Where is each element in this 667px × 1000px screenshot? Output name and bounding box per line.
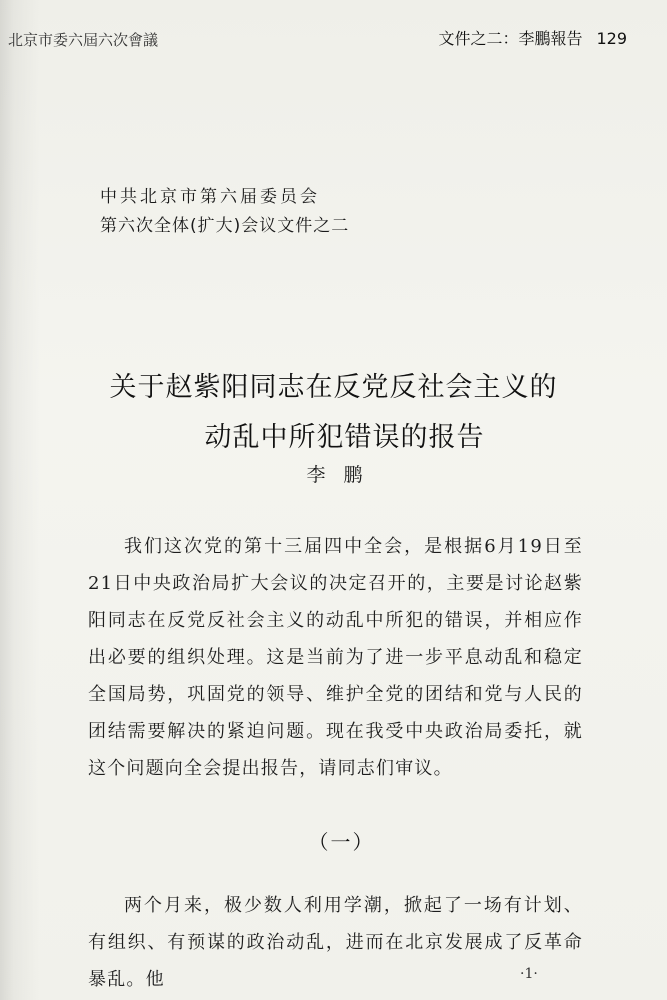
header-page-number: 129 [596,29,627,48]
paragraph-2-text: 两个月来，极少数人利用学潮，掀起了一场有计划、有组织、有预谋的政治动乱，进而在北京发展成了反革命暴乱。他 [88,895,583,990]
org-line-1: 中共北京市第六届委员会 [100,187,320,207]
title-line-1: 关于赵紫阳同志在反党反社会主义的 [109,372,558,403]
header-source-title: 北京市委六屆六次會議 [8,31,159,49]
org-line-2: 第六次全体(扩大)会议文件之二 [100,216,350,236]
running-header [0,26,667,52]
footer-page-number: ·1· [520,966,538,982]
header-document-title [438,26,627,49]
section-heading: （一） [308,830,375,854]
title-line-2: 动乱中所犯错误的报告 [204,422,485,453]
paragraph-2 [88,887,583,998]
author-name: 李鹏 [306,464,381,486]
header-chapter-label: 文件之二：李鵬報告 [438,29,583,48]
paragraph-1-text: 我们这次党的第十三届四中全会，是根据6月19日至21日中央政治局扩大会议的决定召开的，主要是讨论赵紫阳同志在反党反社会主义的动乱中所犯的错误，并相应作出必要的组织处理。这是当前为了进一步平息动乱和稳定全国局势，巩固党的领导、维护全党的团结和党与人民的团结需要解决的紧迫问题。现在我受中央政治局委托，就这个问题向全会提出报告，请同志们审议。 [88,536,583,779]
issuing-organization [100,183,349,241]
paragraph-1 [88,528,583,787]
report-title [0,363,667,463]
